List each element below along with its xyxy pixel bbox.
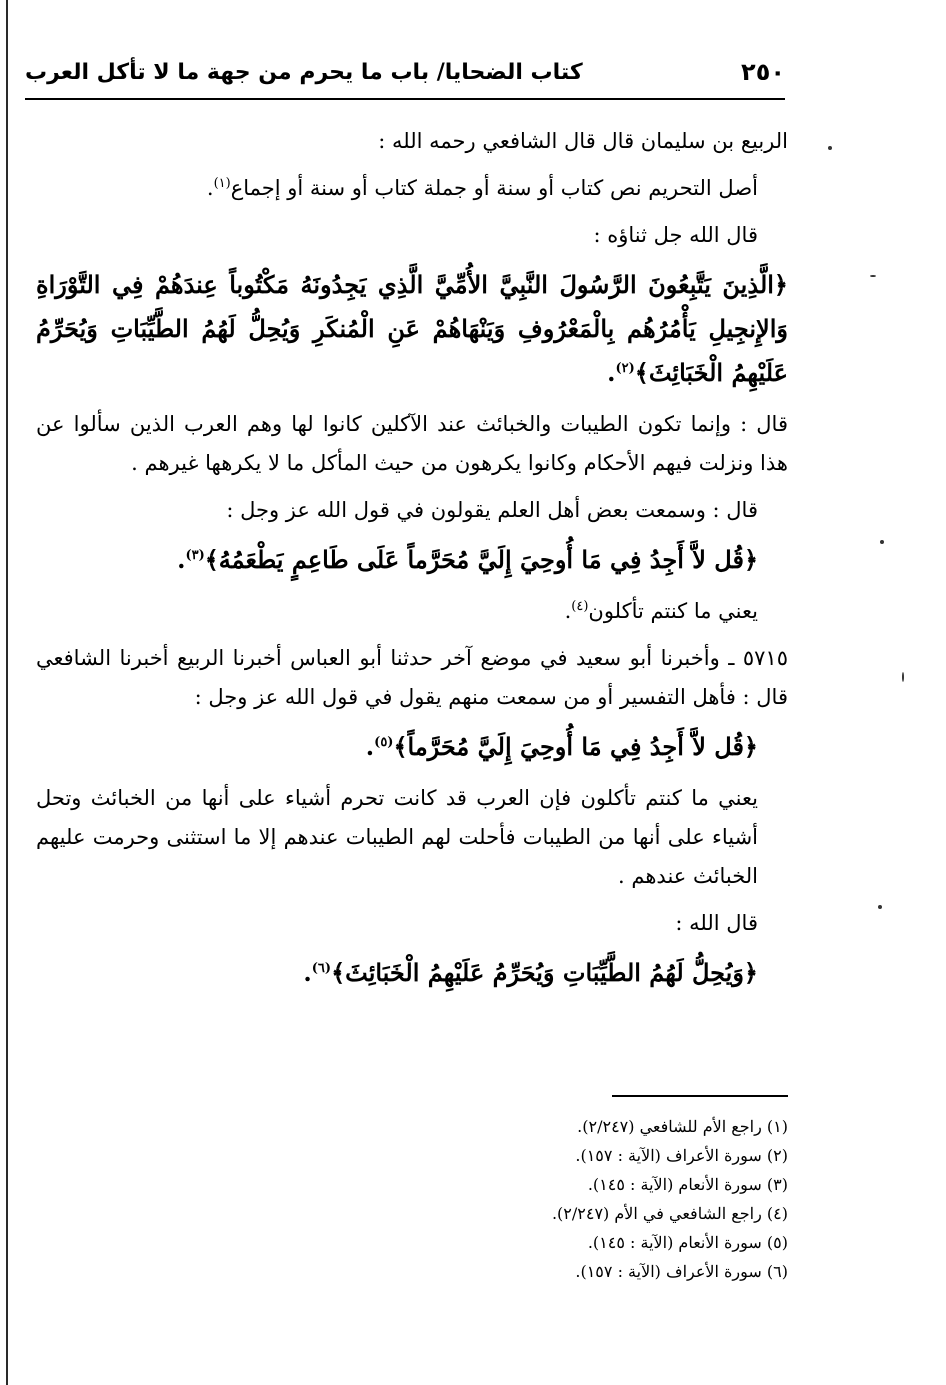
running-title: كتاب الضحايا/ باب ما يحرم من جهة ما لا تأكل العرب [25,60,583,85]
footnote-ref: (٢) [615,361,635,376]
footnote-ref: (٤) [571,599,589,614]
scan-speck [828,146,832,150]
footnote-item: (٦) سورة الأعراف (الآية : ١٥٧). [575,1262,788,1281]
scan-speck [878,905,882,909]
scan-speck [902,672,904,682]
paragraph-hadith-5715: ٥٧١٥ ـ وأخبرنا أبو سعيد في موضع آخر حدثنا أبو العباس أخبرنا الربيع أخبرنا الشافعي قال : فأهل التفسير أو من سمعت منهم يقول في قول الله عز وجل : [36,646,788,709]
footnote-ref: (٥) [374,735,394,750]
footnote-ref: (١) [213,176,231,191]
page-header [25,58,785,98]
footnote-ref: (٦) [311,961,332,976]
footnote-rule [612,1095,788,1097]
footnote-ref: (٣) [185,548,205,563]
paragraph-chain-intro: الربيع بن سليمان قال قال الشافعي رحمه الله : [378,129,788,153]
page-edge-line [6,0,8,1385]
scan-speck [870,275,876,277]
paragraph-allah-said-2: قال الله : [675,911,758,935]
paragraph-tayyibat: قال : وإنما تكون الطيبات والخبائث عند الآكلين كانوا لها وهم العرب الذين سألوا عن هذا ونزلت فيهم الأحكام وكانوا يكرهون من حيث المأكل ما لا يكرهها غيرهم . [36,412,788,475]
footnote-item: (٣) سورة الأنعام (الآية : ١٤٥). [587,1175,788,1194]
header-rule [25,98,785,100]
paragraph-meaning: يعني ما كنتم تأكلون$^{(٤)}$. [564,599,758,623]
quran-verse-anam-1: ﴿قُل لاَّ أَجِدُ فِي مَا أُوحِيَ إِلَيَّ مُحَرَّماً عَلَى طَاعِمٍ يَطْعَمُهُ﴾$^{(٣)}$. [177,545,758,574]
footnotes [300,1112,788,1286]
footnote-item: (٤) راجع الشافعي في الأم (٢/٢٤٧). [551,1204,788,1223]
quran-verse-araf-2: ﴿وَيُحِلُّ لَهُمُ الطَّيِّبَاتِ وَيُحَرِّمُ عَلَيْهِمُ الْخَبَائِثَ﴾$^{(٦)}$. [303,958,758,987]
quran-verse-anam-2: ﴿قُل لاَّ أَجِدُ فِي مَا أُوحِيَ إِلَيَّ مُحَرَّماً﴾$^{(٥)}$. [365,732,758,761]
paragraph-allah-said: قال الله جل ثناؤه : [593,223,758,247]
paragraph-arabs-forbade: يعني ما كنتم تأكلون فإن العرب قد كانت تحرم أشياء على أنها من الخبائث وتحل أشياء على أنها من الطيبات فأحلت لهم الطيبات عندهم إلا ما استثنى وحرمت عليهم الخبائث عندهم . [36,786,758,888]
page-number: ٢٥٠ [741,58,785,86]
footnote-item: (١) راجع الأم للشافعي (٢/٢٤٧). [577,1117,788,1136]
scan-speck [880,540,884,544]
paragraph-principle: أصل التحريم نص كتاب أو سنة أو جملة كتاب أو سنة أو إجماع$^{(١)}$. [206,176,758,200]
main-text [36,122,788,1005]
quran-verse-araf: ﴿الَّذِينَ يَتَّبِعُونَ الرَّسُولَ النَّبِيَّ الأُمِّيَّ الَّذِي يَجِدُونَهُ مَكْتُوباً عِندَهُمْ فِي التَّوْرَاةِ وَالإِنجِيلِ يَأْمُرُهُم بِالْمَعْرُوفِ وَيَنْهَاهُمْ عَنِ الْمُنكَرِ وَيُحِلُّ لَهُمُ الطَّيِّبَاتِ وَيُحَرِّمُ عَلَيْهِمُ الْخَبَائِثَ﴾$^{(٢)}$. [36,270,788,387]
footnote-item: (٥) سورة الأنعام (الآية : ١٤٥). [587,1233,788,1252]
footnote-item: (٢) سورة الأعراف (الآية : ١٥٧). [575,1146,788,1165]
paragraph-heard-scholars: قال : وسمعت بعض أهل العلم يقولون في قول الله عز وجل : [226,498,758,522]
